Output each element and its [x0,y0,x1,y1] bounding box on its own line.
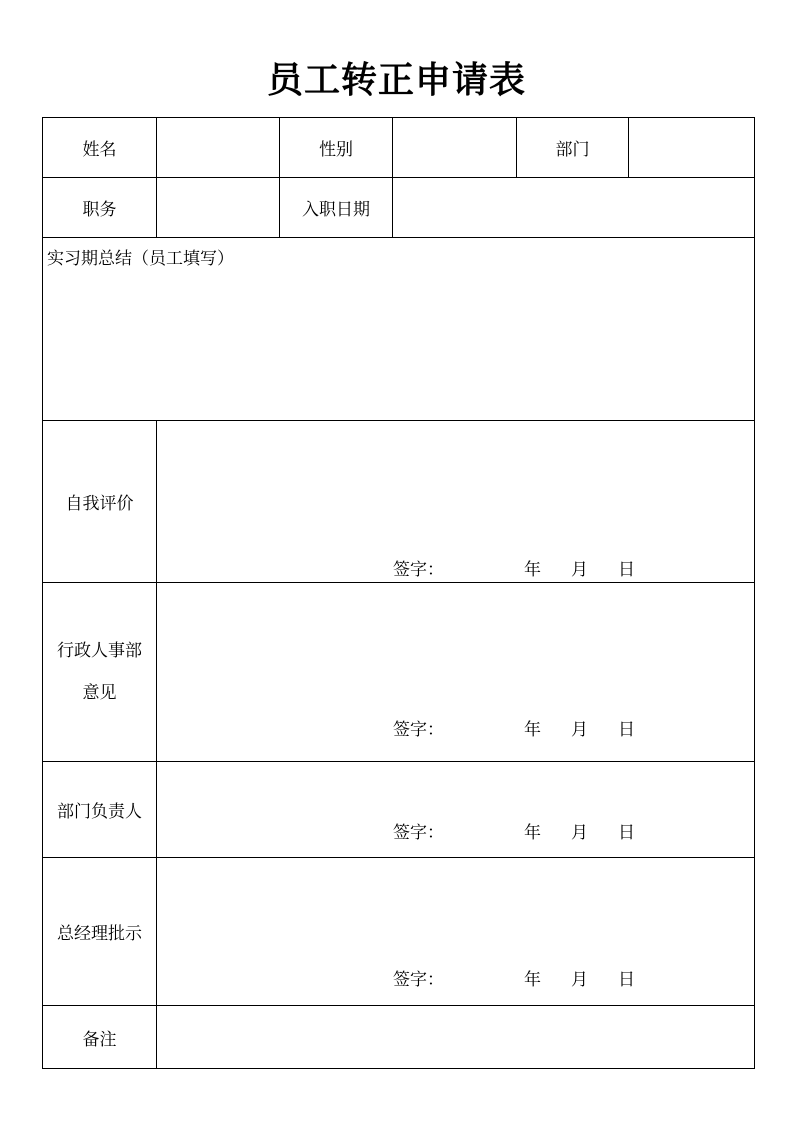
self-eval-sign-label: 签字： [393,560,444,580]
hr-opinion-label-line1: 行政人事部 [57,641,142,661]
self-eval-field[interactable] [157,421,754,551]
self-eval-year: 年 [524,560,541,580]
department-label: 部门 [555,140,590,160]
hr-opinion-sign-label: 签字： [393,720,444,740]
department-field[interactable] [629,118,754,177]
border-bottom [42,1068,755,1069]
self-eval-day: 日 [618,560,635,580]
name-field[interactable] [157,118,279,177]
self-eval-label: 自我评价 [65,494,134,514]
dept-head-sign-label: 签字： [393,823,444,843]
gm-approval-month: 月 [571,970,588,990]
hr-opinion-month: 月 [571,720,588,740]
dept-head-field[interactable] [157,762,754,812]
hr-opinion-label-line2: 意见 [82,683,117,703]
dept-head-day: 日 [618,823,635,843]
summary-label: 实习期总结（员工填写） [47,249,234,269]
form-title: 员工转正申请表 [266,59,526,101]
hr-opinion-day: 日 [618,720,635,740]
gender-label: 性别 [319,140,353,160]
gm-approval-field[interactable] [157,858,754,958]
hr-opinion-label [43,583,156,761]
dept-head-year: 年 [524,823,541,843]
join-date-field[interactable] [393,178,754,237]
gender-field[interactable] [393,118,516,177]
join-date-label: 入职日期 [302,200,370,220]
hr-opinion-year: 年 [524,720,541,740]
gm-approval-year: 年 [524,970,541,990]
gm-approval-label: 总经理批示 [57,924,142,944]
remarks-label: 备注 [82,1029,117,1050]
gm-approval-day: 日 [618,970,635,990]
self-eval-month: 月 [571,560,588,580]
summary-field[interactable] [43,270,754,420]
dept-head-month: 月 [571,823,588,843]
border-row2-bottom [42,237,755,238]
border-right [754,117,755,1069]
position-field[interactable] [157,178,279,237]
name-label: 姓名 [82,140,117,160]
dept-head-label: 部门负责人 [57,802,142,822]
remarks-field[interactable] [157,1006,754,1068]
position-label: 职务 [82,200,117,220]
hr-opinion-field[interactable] [157,583,754,708]
gm-approval-sign-label: 签字： [393,970,444,990]
